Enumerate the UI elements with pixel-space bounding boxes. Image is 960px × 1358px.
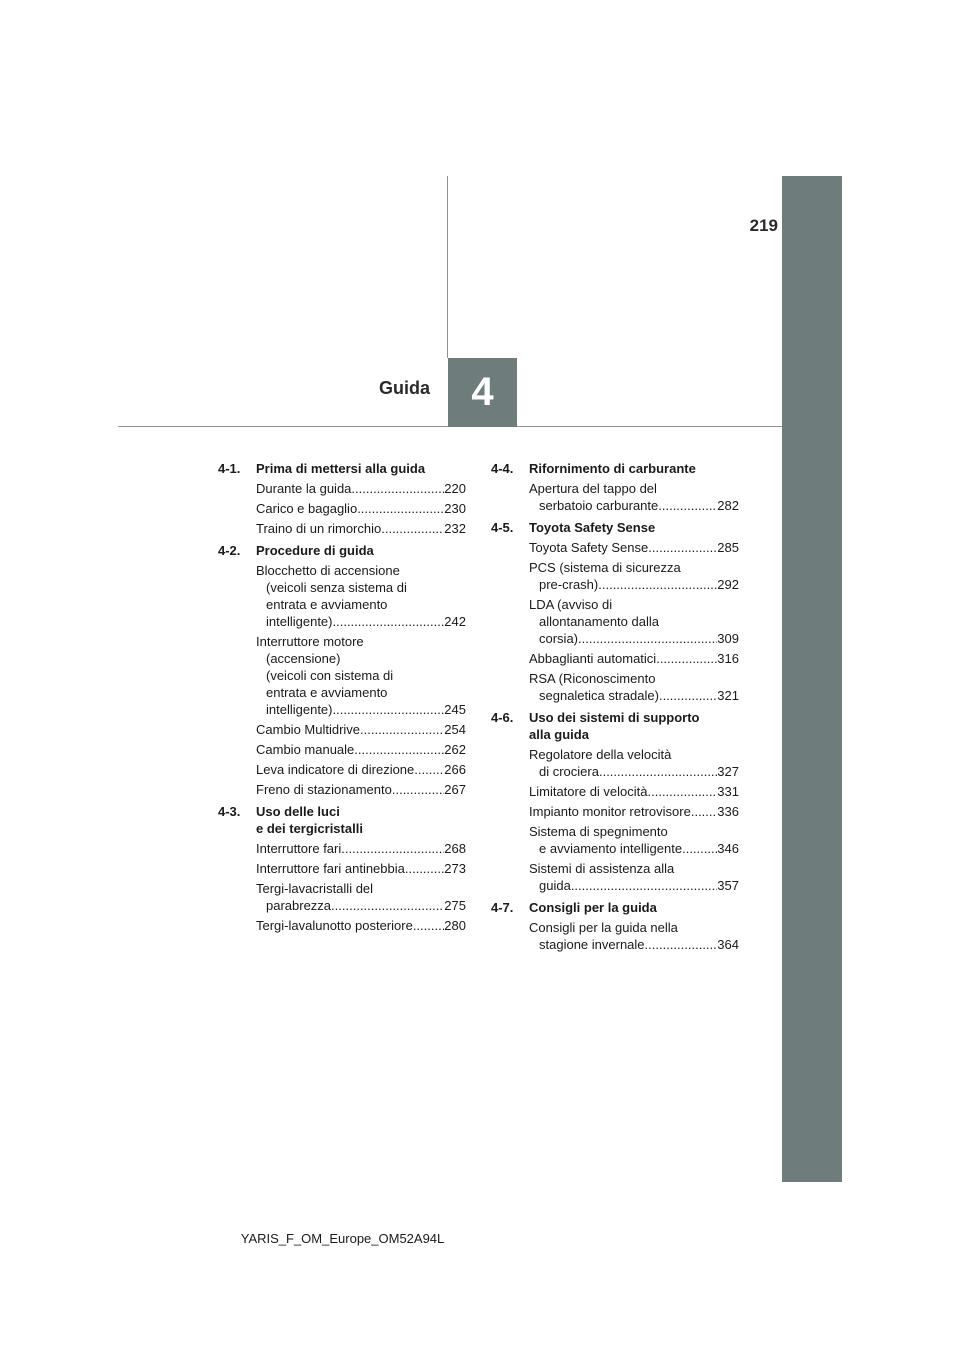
entry-text-line: Sistemi di assistenza alla — [529, 861, 675, 876]
entry-text-line: Leva indicatore di direzione — [256, 762, 415, 777]
dot-leader — [333, 613, 445, 630]
entry-text-line: Carico e bagaglio — [256, 501, 358, 516]
section-heading — [218, 460, 466, 477]
entry-text-line: Cambio Multidrive — [256, 722, 361, 737]
section-title-line: e dei tergicristalli — [256, 821, 363, 836]
entry-text-line: serbatoio carburante — [539, 498, 659, 513]
entry-leader-row — [529, 687, 739, 704]
entry-text-line: Interruttore fari antinebbia — [256, 861, 405, 876]
dot-leader — [392, 781, 444, 798]
entry-text-line: intelligente) — [266, 614, 333, 629]
toc-entry[interactable] — [218, 761, 466, 778]
section-title — [256, 803, 466, 837]
entry-leader-row — [256, 500, 466, 517]
toc-entry[interactable] — [218, 741, 466, 758]
entry-leader-row — [529, 576, 739, 593]
entry-leader-row — [529, 783, 739, 800]
toc-entry[interactable] — [218, 480, 466, 497]
entry-page-number: 275 — [444, 898, 466, 913]
entry-leader-row — [529, 936, 739, 953]
entry-page-number: 282 — [717, 498, 739, 513]
entry-leader-row — [256, 897, 466, 914]
entry-text-line: Sistema di spegnimento — [529, 824, 668, 839]
dot-leader — [414, 761, 444, 778]
entry-text-line: allontanamento dalla — [539, 614, 659, 629]
entry-text-line: Limitatore di velocità — [529, 784, 648, 799]
entry-page-number: 267 — [444, 782, 466, 797]
entry-leader-row — [256, 741, 466, 758]
vertical-divider — [447, 176, 448, 358]
section-title — [256, 542, 466, 559]
dot-leader — [333, 701, 445, 718]
entry-leader-row — [529, 650, 739, 667]
section-title-line: Prima di mettersi alla guida — [256, 461, 426, 476]
section-number: 4-4. — [491, 461, 514, 476]
toc-entry[interactable] — [491, 650, 739, 667]
toc-column-left — [218, 460, 466, 939]
dot-leader — [578, 630, 717, 647]
toc-entry[interactable] — [491, 480, 739, 514]
dot-leader — [656, 650, 717, 667]
section-title-line: Toyota Safety Sense — [529, 520, 656, 535]
entry-text-line: Apertura del tappo del — [529, 481, 657, 496]
entry-text-line: guida — [539, 878, 571, 893]
toc-section — [218, 803, 466, 934]
section-title-line: Uso delle luci — [256, 804, 340, 819]
dot-leader — [357, 500, 444, 517]
toc-entry[interactable] — [218, 917, 466, 934]
dot-leader — [351, 480, 444, 497]
dot-leader — [659, 687, 717, 704]
entry-page-number: 242 — [444, 614, 466, 629]
entry-leader-row — [529, 877, 739, 894]
entry-leader-row — [529, 840, 739, 857]
toc-entry[interactable] — [491, 783, 739, 800]
entry-text-line: Cambio manuale — [256, 742, 355, 757]
entry-leader-row — [256, 721, 466, 738]
entry-text-line: segnaletica stradale) — [539, 688, 659, 703]
entry-leader-row — [256, 520, 466, 537]
entry-text-line: pre-crash) — [539, 577, 599, 592]
entry-page-number: 316 — [717, 651, 739, 666]
toc-entry[interactable] — [491, 670, 739, 704]
dot-leader — [405, 860, 444, 877]
entry-leader-row — [256, 840, 466, 857]
dot-leader — [354, 741, 444, 758]
toc-column-right — [491, 460, 739, 958]
section-number: 4-2. — [218, 543, 241, 558]
toc-section — [218, 542, 466, 798]
entry-page-number: 268 — [444, 841, 466, 856]
section-heading — [491, 519, 739, 536]
dot-leader — [658, 497, 717, 514]
section-title-line: Rifornimento di carburante — [529, 461, 696, 476]
entry-text-line: Tergi-lavacristalli del — [256, 881, 374, 896]
entry-text-line: stagione invernale — [539, 937, 645, 952]
entry-text-line: (veicoli senza sistema di — [266, 580, 407, 595]
toc-entry[interactable] — [491, 596, 739, 647]
entry-text-line: entrata e avviamento — [266, 685, 388, 700]
entry-page-number: 273 — [444, 861, 466, 876]
section-heading — [218, 803, 466, 837]
dot-leader — [381, 520, 444, 537]
dot-leader — [682, 840, 717, 857]
document-footer — [0, 1231, 585, 1246]
entry-text-line: corsia) — [539, 631, 579, 646]
entry-text-line: parabrezza — [266, 898, 332, 913]
entry-text-line: Regolatore della velocità — [529, 747, 672, 762]
toc-entry[interactable] — [218, 781, 466, 798]
entry-text-line: Blocchetto di accensione — [256, 563, 400, 578]
chapter-number-box: 4 — [448, 358, 517, 427]
entry-text-line: (accensione) — [266, 651, 341, 666]
dot-leader — [648, 783, 718, 800]
entry-text-line: PCS (sistema di sicurezza — [529, 560, 681, 575]
entry-leader-row — [256, 613, 466, 630]
entry-leader-row — [529, 803, 739, 820]
toc-section — [491, 519, 739, 704]
section-title — [529, 709, 739, 743]
entry-text-line: Tergi-lavalunotto posteriore — [256, 918, 413, 933]
entry-page-number: 230 — [444, 501, 466, 516]
section-number: 4-7. — [491, 900, 514, 915]
entry-page-number: 285 — [717, 540, 739, 555]
section-number: 4-1. — [218, 461, 241, 476]
entry-page-number: 309 — [717, 631, 739, 646]
entry-leader-row — [529, 497, 739, 514]
entry-text-line: Traino di un rimorchio — [256, 521, 382, 536]
dot-leader — [691, 803, 717, 820]
entry-text-line: LDA (avviso di — [529, 597, 613, 612]
toc-section — [491, 709, 739, 894]
dot-leader — [648, 539, 717, 556]
entry-text-line: Interruttore motore — [256, 634, 364, 649]
toc-entry[interactable] — [491, 746, 739, 780]
toc-entry[interactable] — [218, 860, 466, 877]
entry-page-number: 336 — [717, 804, 739, 819]
section-title-line: Consigli per la guida — [529, 900, 657, 915]
entry-page-number: 232 — [444, 521, 466, 536]
dot-leader — [571, 877, 717, 894]
entry-leader-row — [529, 763, 739, 780]
toc-entry[interactable] — [218, 840, 466, 857]
entry-text-line: Interruttore fari — [256, 841, 342, 856]
section-title — [529, 460, 739, 477]
entry-page-number: 254 — [444, 722, 466, 737]
entry-page-number: 292 — [717, 577, 739, 592]
toc-entry[interactable] — [218, 633, 466, 718]
entry-page-number: 327 — [717, 764, 739, 779]
section-title — [256, 460, 466, 477]
entry-leader-row — [529, 630, 739, 647]
section-number: 4-5. — [491, 520, 514, 535]
entry-text-line: RSA (Riconoscimento — [529, 671, 656, 686]
section-title — [529, 519, 739, 536]
entry-text-line: Consigli per la guida nella — [529, 920, 678, 935]
toc-entry[interactable] — [218, 721, 466, 738]
footer-code: YARIS_F_OM_Europe_OM52A94L — [240, 1231, 445, 1246]
section-heading — [218, 542, 466, 559]
entry-page-number: 321 — [717, 688, 739, 703]
entry-text-line: (veicoli con sistema di — [266, 668, 394, 683]
entry-leader-row — [529, 539, 739, 556]
toc-entry[interactable] — [491, 823, 739, 857]
entry-leader-row — [256, 480, 466, 497]
dot-leader — [331, 897, 444, 914]
toc-section — [218, 460, 466, 537]
entry-text-line: entrata e avviamento — [266, 597, 388, 612]
toc-entry[interactable] — [491, 860, 739, 894]
entry-text-line: e avviamento intelligente — [539, 841, 683, 856]
toc-entry[interactable] — [218, 880, 466, 914]
entry-text-line: di crociera — [539, 764, 599, 779]
entry-text-line: Durante la guida — [256, 481, 352, 496]
entry-text-line: Toyota Safety Sense — [529, 540, 649, 555]
entry-page-number: 266 — [444, 762, 466, 777]
entry-page-number: 280 — [444, 918, 466, 933]
entry-page-number: 357 — [717, 878, 739, 893]
entry-text-line: intelligente) — [266, 702, 333, 717]
dot-leader — [645, 936, 718, 953]
toc-entry[interactable] — [218, 500, 466, 517]
entry-page-number: 364 — [717, 937, 739, 952]
entry-page-number: 245 — [444, 702, 466, 717]
entry-page-number: 331 — [717, 784, 739, 799]
page-number: 219 — [749, 216, 778, 235]
toc-section — [491, 899, 739, 953]
toc-entry[interactable] — [218, 562, 466, 630]
dot-leader — [341, 840, 444, 857]
toc-entry[interactable] — [491, 919, 739, 953]
dot-leader — [599, 763, 717, 780]
dot-leader — [598, 576, 717, 593]
toc-entry[interactable] — [491, 559, 739, 593]
entry-leader-row — [256, 761, 466, 778]
entry-text-line: Freno di stazionamento — [256, 782, 392, 797]
section-title — [529, 899, 739, 916]
chapter-side-tab — [782, 176, 842, 1182]
section-number: 4-3. — [218, 804, 241, 819]
section-heading — [491, 899, 739, 916]
entry-text-line: Impianto monitor retrovisore — [529, 804, 691, 819]
entry-leader-row — [256, 917, 466, 934]
dot-leader — [360, 721, 444, 738]
entry-page-number: 220 — [444, 481, 466, 496]
entry-leader-row — [256, 781, 466, 798]
section-heading — [491, 460, 739, 477]
entry-page-number: 262 — [444, 742, 466, 757]
toc-entry[interactable] — [491, 803, 739, 820]
section-title-line: Procedure di guida — [256, 543, 374, 558]
dot-leader — [413, 917, 444, 934]
section-title-line: Uso dei sistemi di supporto — [529, 710, 700, 725]
section-number: 4-6. — [491, 710, 514, 725]
entry-leader-row — [256, 701, 466, 718]
toc-entry[interactable] — [218, 520, 466, 537]
entry-text-line: Abbaglianti automatici — [529, 651, 657, 666]
section-heading — [491, 709, 739, 743]
section-title-line: alla guida — [529, 727, 589, 742]
toc-entry[interactable] — [491, 539, 739, 556]
entry-page-number: 346 — [717, 841, 739, 856]
chapter-title: Guida — [378, 378, 430, 398]
entry-leader-row — [256, 860, 466, 877]
toc-section — [491, 460, 739, 514]
